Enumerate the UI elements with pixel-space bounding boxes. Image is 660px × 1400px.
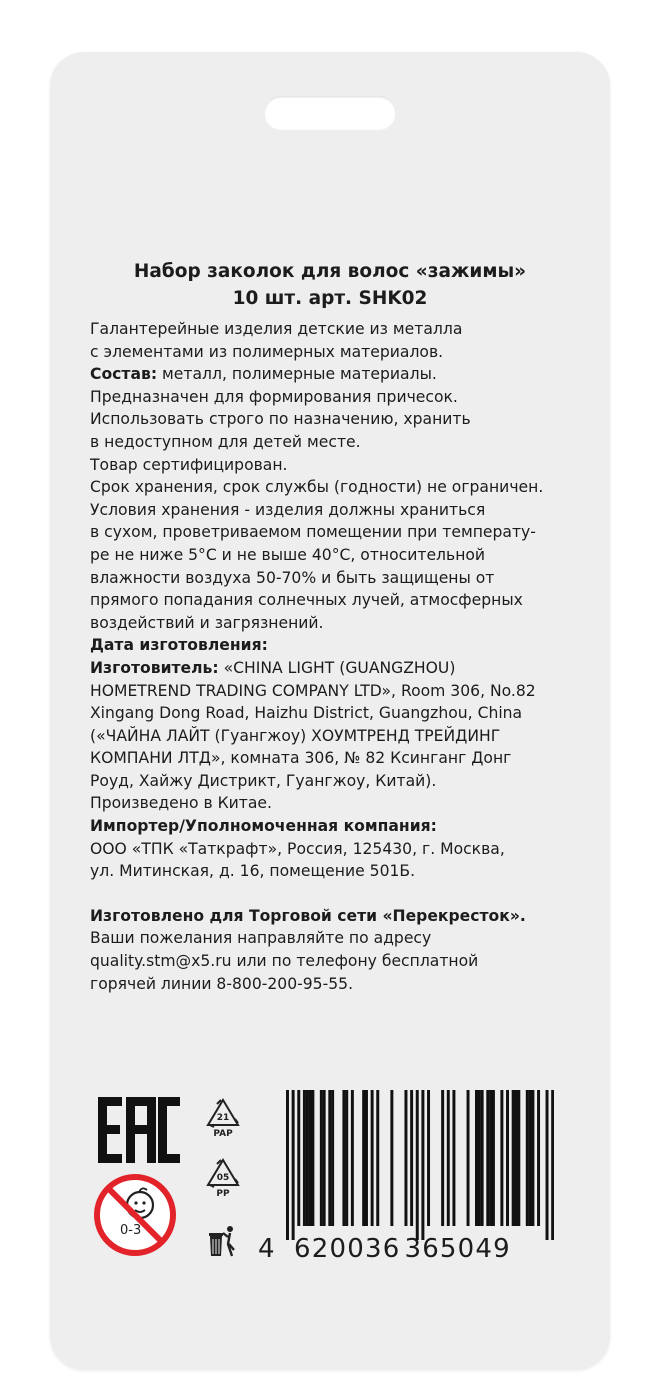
barcode-bar [342, 1090, 345, 1226]
hang-slot [264, 96, 396, 130]
barcode-bar [447, 1090, 450, 1226]
retailer-label: Изготовлено для Торговой сети «Перекресток». [90, 906, 526, 925]
barcode-bar [328, 1090, 331, 1226]
description-line: воздействий и загрязнений. [90, 613, 324, 632]
barcode-bar [286, 1090, 289, 1240]
barcode-bar [441, 1090, 444, 1226]
barcode-bar [452, 1090, 455, 1226]
barcode-bar [331, 1090, 334, 1226]
description-line: Товар сертифицирован. [90, 455, 288, 474]
manufacturer-label: Изготовитель: [90, 658, 219, 677]
barcode-bar [320, 1090, 323, 1226]
ean13-barcode [286, 1090, 554, 1240]
barcode-bar [427, 1090, 430, 1226]
barcode-bar [500, 1090, 503, 1226]
eac-mark-icon [96, 1095, 182, 1165]
description-line: прямого попадания солнечных лучей, атмосферных [90, 591, 523, 610]
barcode-bar [467, 1090, 470, 1226]
retailer-line: quality.stm@x5.ru или по телефону бесплатной [90, 952, 479, 971]
manufacturer-line: Изготовитель: «CHINA LIGHT (GUANGZHOU) [90, 658, 456, 677]
composition-label: Состав: [90, 365, 158, 384]
barcode-bar [531, 1090, 534, 1226]
importer-label: Импортер/Уполномоченная компания: [90, 817, 437, 836]
description-line: Использовать строго по назначению, хранить [90, 410, 471, 429]
retailer-line: горячей линии 8-800-200-95-55. [90, 974, 354, 993]
barcode-right-group: 365049 [404, 1234, 511, 1264]
label-text [90, 318, 590, 995]
svg-text:PAP: PAP [213, 1129, 233, 1139]
barcode-bar [404, 1090, 407, 1226]
barcode-bar [526, 1090, 529, 1226]
description-line: в сухом, проветриваемом помещении при температу- [90, 523, 536, 542]
importer-line: ул. Митинская, д. 16, помещение 501Б. [90, 862, 416, 881]
origin-line: Произведено в Китае. [90, 794, 272, 813]
svg-text:PP: PP [216, 1189, 230, 1199]
barcode-bar [515, 1090, 518, 1226]
barcode-bar [537, 1090, 540, 1226]
description-line: Срок хранения, срок службы (годности) не ограничен. [90, 478, 544, 497]
not-for-children-0-3-icon [92, 1172, 178, 1258]
manufacturer-line: («ЧАЙНА ЛАЙТ (Гуангжоу) ХОУМТРЕНД ТРЕЙДИНГ [90, 726, 501, 745]
svg-text:21: 21 [216, 1113, 230, 1123]
product-title [50, 258, 610, 312]
barcode-bar [345, 1090, 348, 1226]
manufacturer-line: КОМПАНИ ЛТД», комната 306, № 82 Ксинганг Донг [90, 749, 512, 768]
description-line: влажности воздуха 50-70% и быть защищены от [90, 568, 495, 587]
barcode-bar [297, 1090, 300, 1226]
dispose-in-bin-icon [207, 1224, 237, 1258]
barcode-bar [517, 1090, 520, 1226]
barcode-number [258, 1232, 568, 1266]
retailer-line: Ваши пожелания направляйте по адресу [90, 929, 432, 948]
importer-line: ООО «ТПК «Таткрафт», Россия, 125430, г. Москва, [90, 839, 505, 858]
description-line: в недоступном для детей месте. [90, 432, 361, 451]
description-line: Условия хранения - изделия должны храниться [90, 500, 486, 519]
barcode-bar [365, 1090, 368, 1226]
barcode-left-group: 620036 [294, 1234, 401, 1264]
barcode-bar [512, 1090, 515, 1226]
barcode-bar [481, 1090, 484, 1226]
barcode-bar [303, 1090, 306, 1226]
barcode-bar [546, 1090, 549, 1240]
composition-line [90, 363, 590, 386]
barcode-bar [351, 1090, 354, 1226]
recycle-pap-21-icon [205, 1097, 241, 1139]
svg-text:05: 05 [216, 1173, 230, 1183]
description-line: Галантерейные изделия детские из металла [90, 320, 463, 338]
barcode-bar [529, 1090, 532, 1226]
description-line: Предназначен для формирования причесок. [90, 387, 458, 406]
barcode-bar [323, 1090, 326, 1226]
barcode-bar [410, 1090, 413, 1226]
manufacturer-line: HOMETREND TRADING COMPANY LTD», Room 306, No.82 [90, 681, 536, 700]
product-card [50, 52, 610, 1370]
barcode-bar [416, 1090, 419, 1240]
barcode-bar [362, 1090, 365, 1226]
barcode-bar [475, 1090, 478, 1226]
spacer [90, 883, 590, 905]
description-line: с элементами из полимерных материалов. [90, 342, 444, 361]
manufacture-date-label: Дата изготовления: [90, 636, 268, 655]
manufacturer-line: Роуд, Хайжу Дистрикт, Гуангжоу, Китай). [90, 771, 437, 790]
barcode-bar [311, 1090, 314, 1226]
composition-value: металл, полимерные материалы. [157, 365, 437, 384]
manufacturer-line: Xingang Dong Road, Haizhu District, Guangzhou, China [90, 704, 523, 723]
barcode-bar [506, 1090, 509, 1226]
barcode-bar [551, 1090, 554, 1240]
barcode-bar [486, 1090, 489, 1226]
barcode-bar [489, 1090, 492, 1226]
barcode-bar [492, 1090, 495, 1226]
barcode-bar [376, 1090, 379, 1226]
barcode-bar [309, 1090, 312, 1226]
barcode-bar [421, 1090, 424, 1240]
barcode-bar [292, 1090, 295, 1240]
recycle-pp-05-icon [205, 1157, 241, 1199]
svg-text:0-3: 0-3 [120, 1223, 142, 1238]
barcode-first-digit: 4 [258, 1234, 276, 1264]
barcode-bar [371, 1090, 374, 1226]
barcode-bar [390, 1090, 393, 1226]
barcode-bar [478, 1090, 481, 1226]
barcode-bar [306, 1090, 309, 1226]
description-line: ре не ниже 5°С и не выше 40°С, относительной [90, 545, 486, 564]
title-line-1: Набор заколок для волос «зажимы» [133, 261, 527, 282]
title-line-2: 10 шт. арт. SHK02 [232, 288, 428, 309]
